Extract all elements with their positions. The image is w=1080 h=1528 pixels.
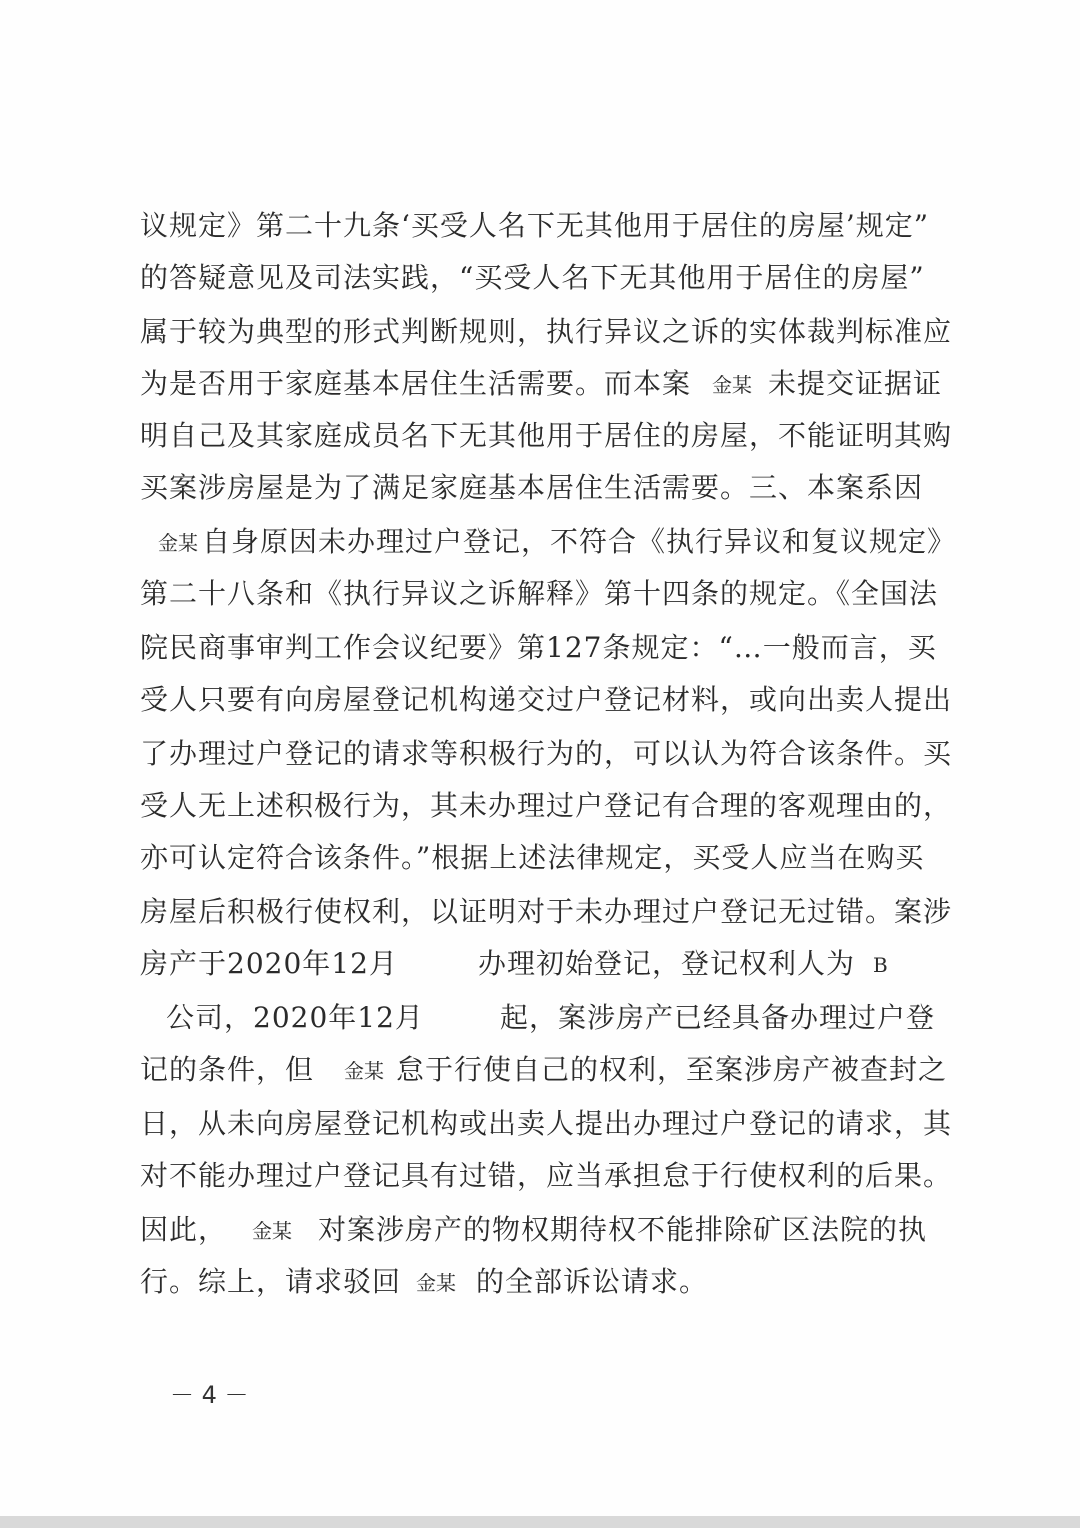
text-segment: 房产于2020年12月: [140, 947, 398, 980]
text-segment: 亦可认定符合该条件。”根据上述法律规定，买受人应当在购买: [140, 841, 925, 874]
text-segment: 受人无上述积极行为，其未办理过户登记有合理的客观理由的，: [140, 789, 953, 822]
text-segment: 院民商事审判工作会议纪要》第127条规定：“…一般而言，买: [140, 631, 937, 664]
text-line: [140, 416, 953, 456]
text-line: [140, 258, 950, 298]
text-line: [140, 680, 953, 720]
text-line: [140, 998, 950, 1038]
redacted-name: 金某: [252, 1219, 292, 1243]
text-segment: 自身原因未办理过户登记，不符合《执行异议和复议规定》: [202, 525, 957, 558]
text-segment: 议规定》第二十九条‘买受人名下无其他用于居住的房屋’规定”: [140, 209, 930, 242]
text-line: [140, 574, 950, 614]
text-line: [140, 312, 953, 352]
text-segment: 行。综上，请求驳回: [140, 1265, 402, 1298]
text-line: [140, 206, 950, 246]
page-number: － 4 －: [170, 1381, 249, 1409]
redacted-name: 金某: [344, 1059, 384, 1083]
text-segment: 因此，: [140, 1213, 228, 1246]
text-segment: 的全部诉讼请求。: [476, 1265, 709, 1298]
redacted-name: 金某: [416, 1271, 456, 1295]
text-line: [140, 468, 950, 508]
text-segment: 买案涉房屋是为了满足家庭基本居住生活需要。三、本案系因: [140, 471, 924, 504]
text-segment: 未提交证据证: [768, 367, 943, 400]
text-segment: 办理初始登记，登记权利人为: [478, 947, 856, 980]
text-segment: 属于较为典型的形式判断规则，执行异议之诉的实体裁判标准应: [140, 315, 953, 348]
text-line: [140, 1156, 953, 1196]
text-segment: 第二十八条和《执行异议之诉解释》第十四条的规定。《全国法: [140, 577, 939, 610]
text-line: [140, 734, 953, 774]
text-segment: 怠于行使自己的权利，至案涉房产被查封之: [396, 1053, 948, 1086]
text-line: [140, 786, 953, 826]
text-line: [140, 522, 957, 562]
text-segment: 公司，2020年12月: [166, 1001, 424, 1034]
text-line: [140, 838, 950, 878]
text-line: [140, 892, 953, 932]
text-segment: 受人只要有向房屋登记机构递交过户登记材料，或向出卖人提出: [140, 683, 953, 716]
scan-bottom-edge: [0, 1516, 1080, 1528]
text-segment: 记的条件，但: [140, 1053, 315, 1086]
text-segment: 日，从未向房屋登记机构或出卖人提出办理过户登记的请求，其: [140, 1107, 953, 1140]
text-line: [140, 1104, 953, 1144]
text-line: [140, 944, 950, 984]
text-segment: 房屋后积极行使权利，以证明对于未办理过户登记无过错。案涉: [140, 895, 953, 928]
text-segment: 明自己及其家庭成员名下无其他用于居住的房屋，不能证明其购: [140, 419, 953, 452]
text-line: [140, 1210, 950, 1250]
text-line: [140, 1050, 950, 1090]
redacted-name: 金某: [712, 373, 752, 397]
text-line: [140, 364, 950, 404]
text-segment: 了办理过户登记的请求等积极行为的，可以认为符合该条件。买: [140, 737, 953, 770]
redacted-name: B: [873, 953, 888, 977]
text-line: [140, 628, 950, 668]
text-segment: 的答疑意见及司法实践，“买受人名下无其他用于居住的房屋”: [140, 261, 925, 294]
text-segment: 对不能办理过户登记具有过错，应当承担怠于行使权利的后果。: [140, 1159, 953, 1192]
text-segment: 为是否用于家庭基本居住生活需要。而本案: [140, 367, 692, 400]
text-segment: 对案涉房产的物权期待权不能排除矿区法院的执: [318, 1213, 928, 1246]
redacted-name: 金某: [158, 531, 198, 555]
text-line: [140, 1262, 950, 1302]
text-segment: 起，案涉房产已经具备办理过户登: [500, 1001, 936, 1034]
